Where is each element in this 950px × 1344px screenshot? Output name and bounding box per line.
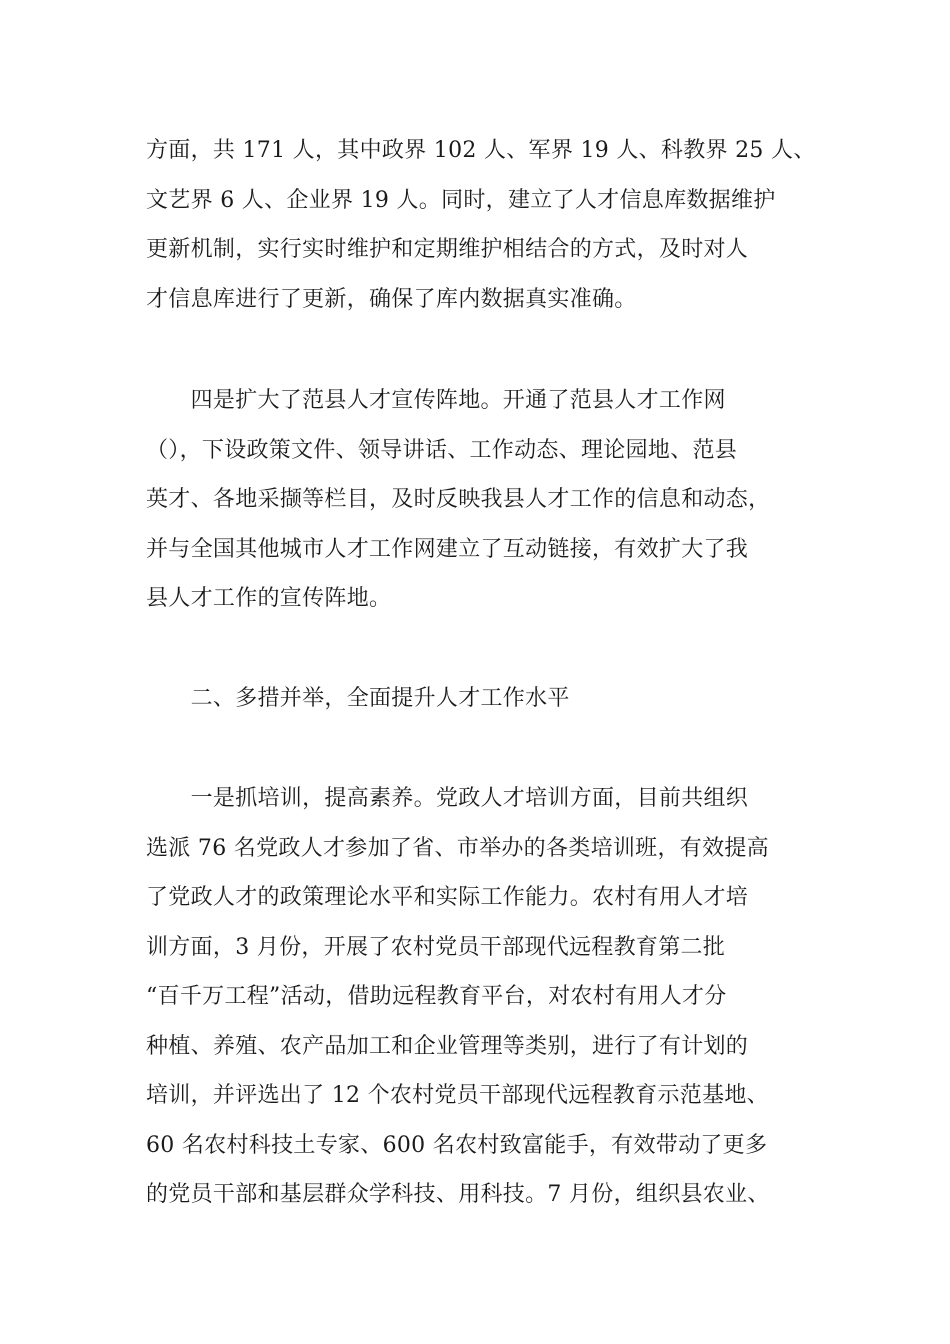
text-line: 培训，并评选出了 12 个农村党员干部现代远程教育示范基地、 <box>146 1083 769 1108</box>
text-line: 并与全国其他城市人才工作网建立了互动链接，有效扩大了我 <box>146 536 749 562</box>
text-line: “百千万工程”活动，借助远程教育平台，对农村有用人才分 <box>146 984 727 1009</box>
text-line: 训方面，3 月份，开展了农村党员干部现代远程教育第二批 <box>146 934 726 960</box>
text-line: 英才、各地采撷等栏目，及时反映我县人才工作的信息和动态， <box>146 487 771 512</box>
section-heading <box>146 674 836 724</box>
text-line: （），下设政策文件、领导讲话、工作动态、理论园地、范县 <box>146 437 738 463</box>
text-line: 的党员干部和基层群众学科技、用科技。7 月份，组织县农业、 <box>146 1182 770 1207</box>
text-line: 县人才工作的宣传阵地。 <box>146 586 392 611</box>
text-line: 60 名农村科技土专家、600 名农村致富能手，有效带动了更多 <box>146 1132 768 1158</box>
text-line: 一是抓培训，提高素养。党政人才培训方面，目前共组织 <box>146 786 749 811</box>
text-line: 四是扩大了范县人才宣传阵地。开通了范县人才工作网 <box>146 388 726 413</box>
text-line: 文艺界 6 人、企业界 19 人。同时，建立了人才信息库数据维护 <box>146 187 776 213</box>
heading-text: 二、多措并举，全面提升人才工作水平 <box>146 686 570 711</box>
paragraph-training <box>146 774 836 1220</box>
text-line: 才信息库进行了更新，确保了库内数据真实准确。 <box>146 286 637 312</box>
text-line: 种植、养殖、农产品加工和企业管理等类别，进行了有计划的 <box>146 1033 749 1059</box>
text-line: 更新机制，实行实时维护和定期维护相结合的方式，及时对人 <box>146 237 749 262</box>
text-line: 选派 76 名党政人才参加了省、市举办的各类培训班，有效提高 <box>146 835 769 861</box>
paragraph-publicity-platform <box>146 376 836 624</box>
text-line: 方面，共 171 人，其中政界 102 人、军界 19 人、科教界 25 人、 <box>146 138 816 163</box>
text-line: 了党政人才的政策理论水平和实际工作能力。农村有用人才培 <box>146 885 749 910</box>
paragraph-talent-database <box>146 126 836 324</box>
